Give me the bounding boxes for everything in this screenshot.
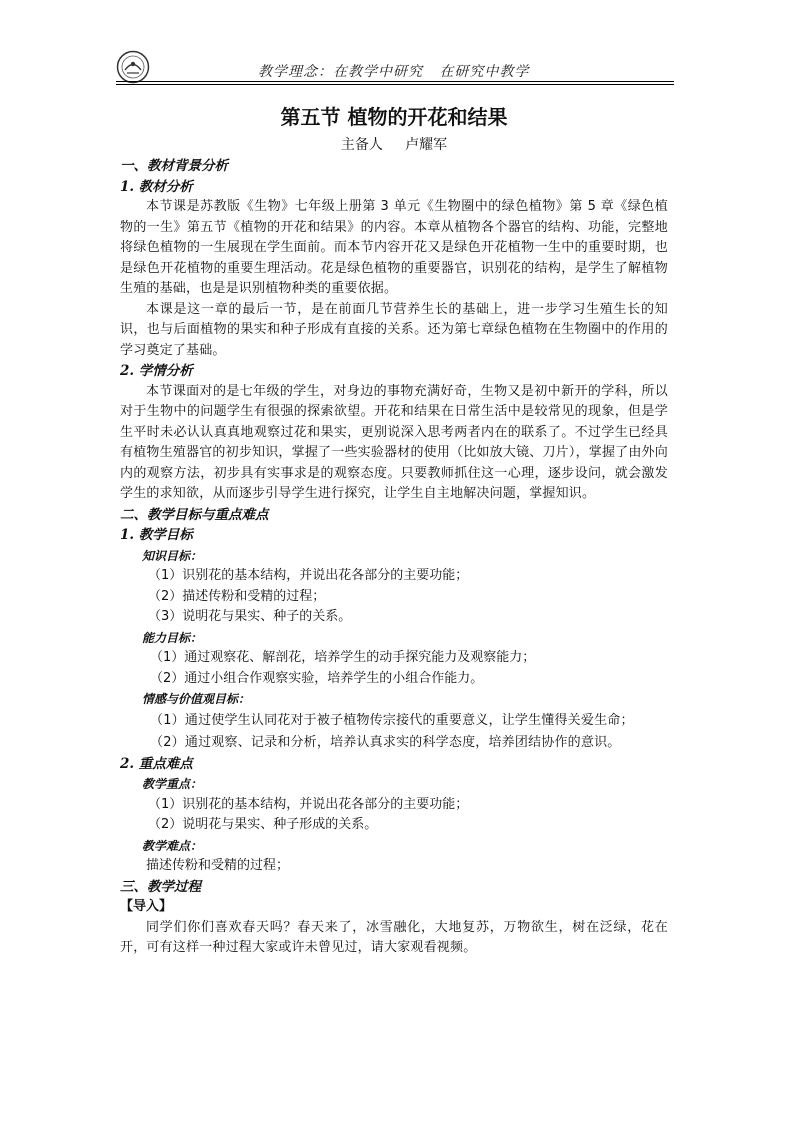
difficult-points-text: 描述传粉和受精的过程； [146,858,290,873]
ability-objectives-heading: 能力目标： [142,630,203,645]
author-line: 主备人 卢耀军 [340,137,448,153]
list-item: （2）通过小组合作观察实验，培养学生的小组合作能力。 [150,670,484,686]
paragraph: 本节课面对的是七年级的学生，对身边的事物充满好奇，生物又是初中新开的学科，所以对于生物中的问题学生有很强的探索欲望。开花和结果在日常生活中是较常见的现象，但是学生平时未必认认真真地观察过花和果实，更别说深入思考两者内在的联系了。不过学生已经具有植物生殖器官的初步知识，掌握了一些实验器材的使用（比如放大镜、刀片），掌握了由外向内的观察方法，初步具有实事求是的观察态度。只要教师抓住这一心理，逐步设问，就会激发学生的求知欲，从而逐步引导学生进行探究，让学生自主地解决问题，掌握知识。 [120,383,668,501]
paragraph: 本节课是苏教版《生物》七年级上册第 3 单元《生物圈中的绿色植物》第 5 章《绿色植物的一生》第五节《植物的开花和结果》的内容。本章从植物各个器官的结构、功能，完整地将绿色植物的一生展现在学生面前。而本节内容开花又是绿色开花植物一生中的重要时期，也是绿色开花植物的重要生理活动。花是绿色植物的重要器官，识别花的结构，是学生了解植物生殖的基础，也是是识别植物种类的重要依据。 [120,199,668,296]
intro-heading: 【导入】 [120,899,173,914]
key-points-heading: 教学重点： [142,777,203,791]
list-item: （2）说明花与果实、种子形成的关系。 [148,817,378,832]
list-item: （2）描述传粉和受精的过程； [148,588,326,604]
list-item: （2）通过观察、记录和分析，培养认真求实的科学态度，培养团结协作的意识。 [150,734,621,750]
section-heading-1: 一、教材背景分析 [120,158,228,174]
page-title: 第五节 植物的开花和结果 [280,105,508,129]
subsection-heading-student-analysis: 2. 学情分析 [120,363,193,379]
header-motto: 教学理念：在教学中研究 在研究中教学 [258,64,530,80]
list-item: （1）识别花的基本结构，并说出花各部分的主要功能； [148,568,469,583]
emotion-objectives-heading: 情感与价值观目标： [142,692,251,706]
difficult-points-heading: 教学难点： [142,838,203,853]
paragraph: 同学们你们喜欢春天吗？春天来了，冰雪融化，大地复苏，万物欲生，树在泛绿，花在开，可有这样一种过程大家或许未曾见过，请大家观看视频。 [120,919,668,955]
list-item: （1）通过观察花、解剖花，培养学生的动手探究能力及观察能力； [150,650,536,665]
subsection-heading-textbook-analysis: 1. 教材分析 [120,178,193,195]
list-item: （3）说明花与果实、种子的关系。 [148,609,352,624]
list-item: （1）通过使学生认同花对于被子植物传宗接代的重要意义，让学生懂得关爱生命； [150,712,634,728]
section-heading-3: 三、教学过程 [120,878,201,895]
header-rule [116,81,674,82]
header-rule-thin [116,84,674,85]
paragraph: 本课是这一章的最后一节，是在前面几节营养生长的基础上，进一步学习生殖生长的知识，也与后面植物的果实和种子形成有直接的关系。还为第七章绿色植物在生物圈中的作用的学习奠定了基础。 [120,301,668,358]
school-emblem-icon [116,50,150,84]
section-heading-2: 二、教学目标与重点难点 [120,506,269,523]
knowledge-objectives-heading: 知识目标： [142,548,203,563]
subsection-heading-key-points: 2. 重点难点 [120,755,193,772]
document-body [120,100,668,959]
subsection-heading-objectives: 1. 教学目标 [120,527,193,543]
list-item: （1）识别花的基本结构，并说出花各部分的主要功能； [148,796,469,812]
